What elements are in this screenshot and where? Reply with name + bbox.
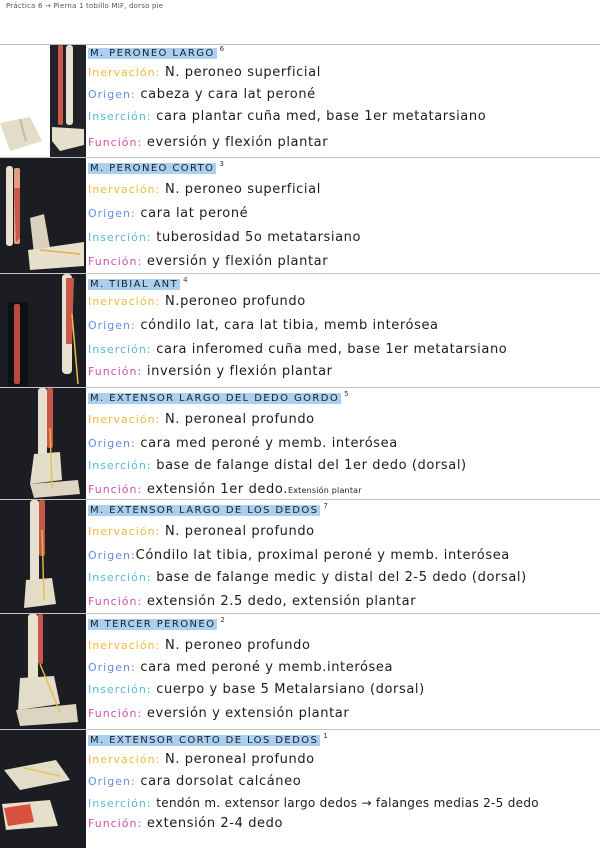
muscle-title: M TERCER PERONEO bbox=[90, 619, 216, 630]
muscle-title: M. TIBIAL ANT bbox=[90, 279, 179, 290]
funcion-label: Función: bbox=[88, 255, 143, 268]
insercion-label: Inserción: bbox=[88, 343, 152, 356]
muscle-index: 2 bbox=[220, 616, 226, 624]
insercion-label: Inserción: bbox=[88, 571, 152, 584]
anatomy-image-peroneo-corto bbox=[0, 158, 86, 273]
inervacion-value: N. peroneal profundo bbox=[165, 524, 315, 539]
origen-label: Origen: bbox=[88, 207, 136, 220]
insercion-label: Inserción: bbox=[88, 459, 152, 472]
origen-value: cara med peroné y memb. interósea bbox=[140, 436, 398, 451]
funcion-value: eversión y flexión plantar bbox=[146, 254, 329, 269]
anatomy-image-tercer-peroneo bbox=[0, 614, 86, 729]
origen-value: cara lat peroné bbox=[140, 206, 249, 221]
anatomy-image-peroneo-largo bbox=[0, 45, 86, 157]
inervacion-value: N. peroneal profundo bbox=[165, 412, 315, 427]
funcion-label: Función: bbox=[88, 365, 143, 378]
insercion-value: base de falange distal del 1er dedo (dorsal) bbox=[156, 458, 467, 473]
muscle-index: 4 bbox=[183, 276, 189, 284]
muscle-title: M. EXTENSOR LARGO DE LOS DEDOS bbox=[90, 505, 319, 516]
funcion-label: Función: bbox=[88, 817, 143, 830]
inervacion-label: Inervación: bbox=[88, 295, 161, 308]
anatomy-image-extensor-largo-dedos bbox=[0, 500, 86, 613]
origen-label: Origen: bbox=[88, 88, 136, 101]
insercion-value: cara inferomed cuña med, base 1er metatarsiano bbox=[156, 342, 508, 357]
muscle-title: M. PERONEO CORTO bbox=[90, 163, 215, 174]
muscle-block-tercer-peroneo bbox=[0, 614, 600, 730]
funcion-value: inversión y flexión plantar bbox=[146, 364, 333, 379]
funcion-label: Función: bbox=[88, 483, 143, 496]
insercion-value: cuerpo y base 5 Metalarsiano (dorsal) bbox=[156, 682, 425, 697]
origen-label: Origen: bbox=[88, 319, 136, 332]
muscle-title: M. EXTENSOR CORTO DE LOS DEDOS bbox=[90, 735, 319, 746]
origen-label: Origen: bbox=[88, 661, 136, 674]
inervacion-label: Inervación: bbox=[88, 66, 161, 79]
anatomy-image-extensor-largo-dedo-gordo bbox=[0, 388, 86, 499]
muscle-index: 1 bbox=[323, 732, 329, 740]
funcion-value: extensión 1er dedo. bbox=[146, 482, 288, 497]
origen-value: Cóndilo lat tibia, proximal peroné y memb. interósea bbox=[135, 548, 510, 563]
funcion-label: Función: bbox=[88, 136, 143, 149]
inervacion-value: N.peroneo profundo bbox=[165, 294, 306, 309]
muscle-index: 3 bbox=[219, 160, 225, 168]
muscle-index: 7 bbox=[323, 502, 329, 510]
inervacion-value: N. peroneal profundo bbox=[165, 752, 315, 767]
muscle-block-peroneo-largo bbox=[0, 45, 600, 158]
muscle-block-extensor-largo-dedos bbox=[0, 500, 600, 614]
insercion-value: cara plantar cuña med, base 1er metatarsiano bbox=[156, 109, 487, 124]
insercion-value: tendón m. extensor largo dedos → falanges medias 2-5 dedo bbox=[156, 796, 539, 810]
muscle-index: 6 bbox=[219, 45, 225, 53]
origen-label: Origen: bbox=[88, 437, 136, 450]
origen-value: cabeza y cara lat peroné bbox=[140, 87, 316, 102]
insercion-label: Inserción: bbox=[88, 231, 152, 244]
anatomy-image-tibial-ant bbox=[0, 274, 86, 387]
page-header: Práctica 6 → Pierna 1 tobillo MIF, dorso pie bbox=[6, 2, 164, 10]
origen-value: cara med peroné y memb.interósea bbox=[140, 660, 394, 675]
inervacion-value: N. peroneo superficial bbox=[165, 65, 321, 80]
inervacion-label: Inervación: bbox=[88, 753, 161, 766]
anatomy-image-extensor-corto-dedos bbox=[0, 730, 86, 848]
insercion-value: tuberosidad 5o metatarsiano bbox=[156, 230, 362, 245]
insercion-value: base de falange medic y distal del 2-5 dedo (dorsal) bbox=[156, 570, 527, 585]
inervacion-label: Inervación: bbox=[88, 525, 161, 538]
origen-value: cóndilo lat, cara lat tibia, memb interósea bbox=[140, 318, 439, 333]
muscle-index: 5 bbox=[344, 390, 350, 398]
funcion-value: eversión y flexión plantar bbox=[146, 135, 329, 150]
funcion-label: Función: bbox=[88, 595, 143, 608]
muscle-block-extensor-largo-dedo-gordo bbox=[0, 388, 600, 500]
funcion-value: extensión 2.5 dedo, extensión plantar bbox=[146, 594, 417, 609]
muscle-block-extensor-corto-dedos bbox=[0, 730, 600, 848]
inervacion-value: N. peroneo profundo bbox=[165, 638, 311, 653]
inervacion-label: Inervación: bbox=[88, 639, 161, 652]
funcion-value: extensión 2-4 dedo bbox=[146, 816, 284, 831]
insercion-label: Inserción: bbox=[88, 110, 152, 123]
funcion-label: Función: bbox=[88, 707, 143, 720]
funcion-value: eversión y extensión plantar bbox=[146, 706, 350, 721]
funcion-extra: Extensión plantar bbox=[287, 486, 362, 495]
inervacion-value: N. peroneo superficial bbox=[165, 182, 321, 197]
muscle-block-tibial-ant bbox=[0, 274, 600, 388]
inervacion-label: Inervación: bbox=[88, 413, 161, 426]
insercion-label: Inserción: bbox=[88, 797, 152, 810]
origen-value: cara dorsolat calcáneo bbox=[140, 774, 302, 789]
insercion-label: Inserción: bbox=[88, 683, 152, 696]
muscle-title: M. EXTENSOR LARGO DEL DEDO GORDO bbox=[90, 393, 340, 404]
muscle-block-peroneo-corto bbox=[0, 158, 600, 274]
origen-label: Origen: bbox=[88, 549, 136, 562]
inervacion-label: Inervación: bbox=[88, 183, 161, 196]
origen-label: Origen: bbox=[88, 775, 136, 788]
muscle-title: M. PERONEO LARGO bbox=[90, 48, 215, 59]
